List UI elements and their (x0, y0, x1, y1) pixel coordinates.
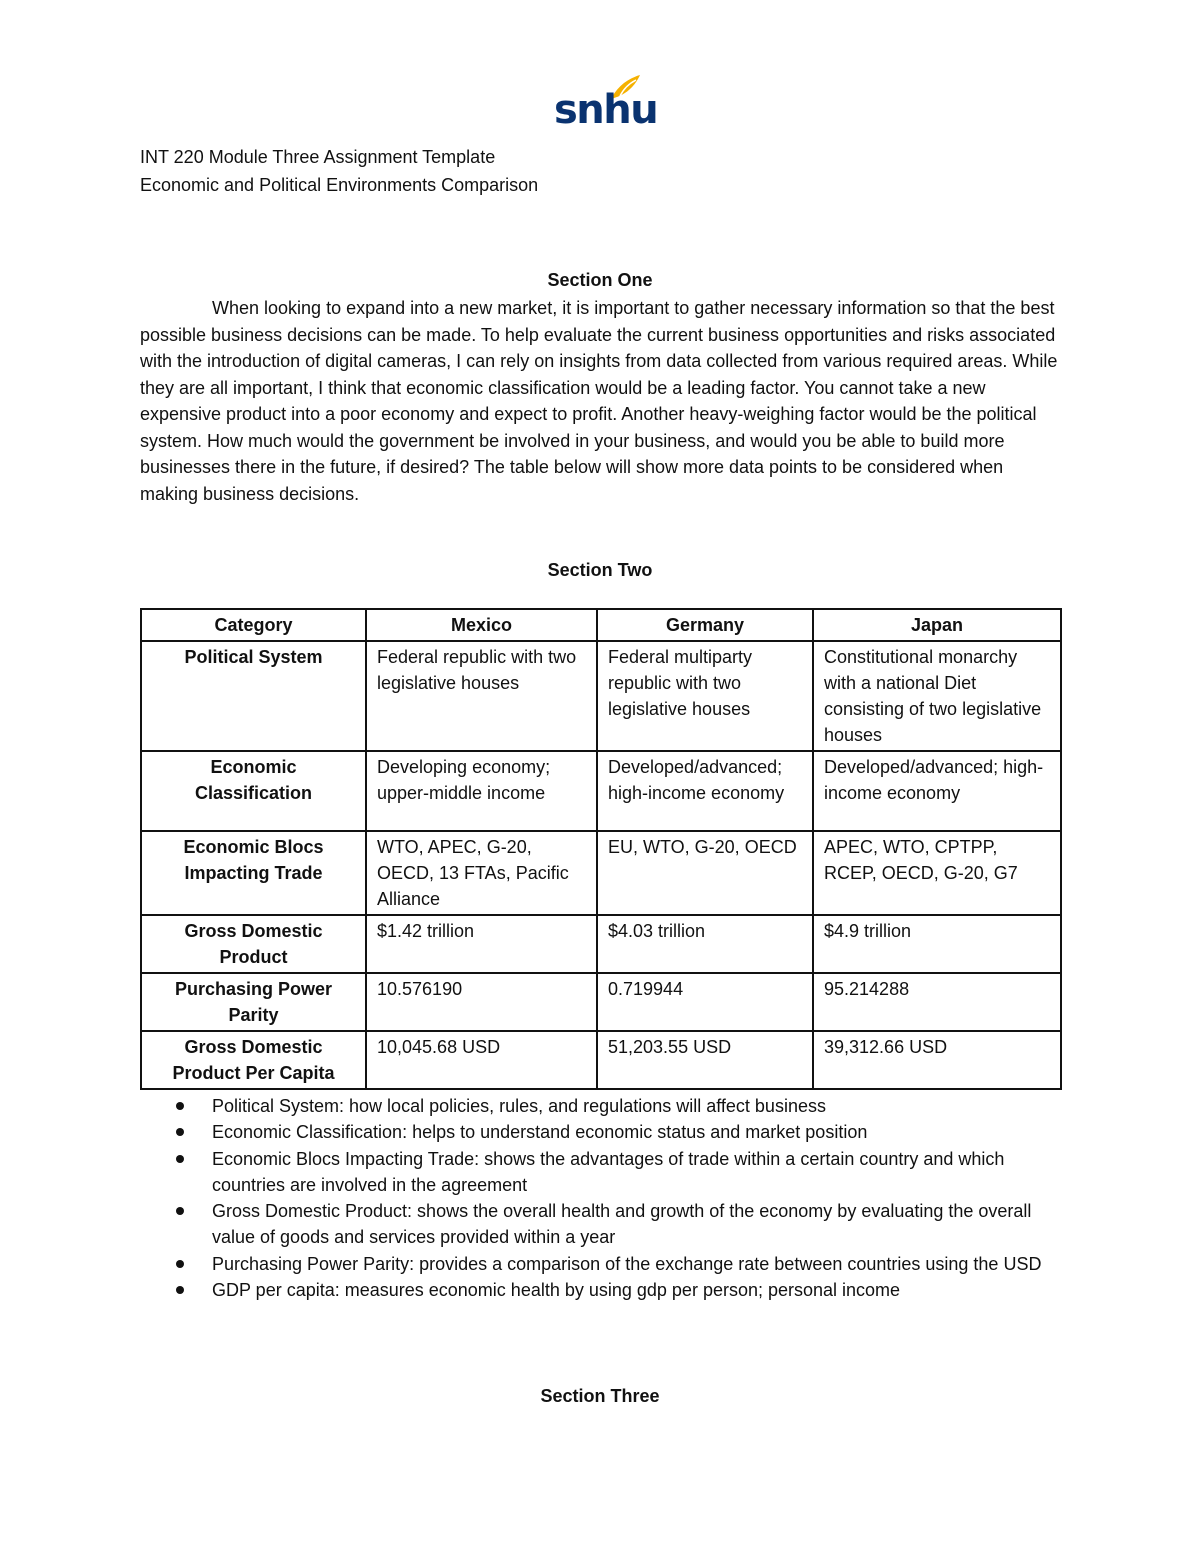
list-item (170, 1119, 1060, 1145)
table-row (141, 973, 1061, 1031)
list-item-text: Economic Classification: helps to understand economic status and market position (212, 1122, 868, 1143)
bullet-icon (176, 1155, 184, 1163)
cell-japan: 39,312.66 USD (813, 1031, 1061, 1089)
section-one-paragraph: When looking to expand into a new market, it is important to gather necessary information so that the best possible business decisions can be made. To help evaluate the current business opportunities and risks associated with the introduction of digital cameras, I can rely on insights from data collected from various required areas. While they are all important, I think that economic classification would be a leading factor. You cannot take a new expensive product into a poor economy and expect to profit. Another heavy-weighing factor would be the political system. How much would the government be involved in your business, and would you be able to build more businesses there in the future, if desired? The table below will show more data points to be considered when making business decisions. (140, 298, 1058, 504)
row-category: Gross Domestic Product Per Capita (141, 1031, 366, 1089)
bullet-icon (176, 1102, 184, 1110)
list-item-text: GDP per capita: measures economic health by using gdp per person; personal income (212, 1280, 901, 1301)
cell-japan: Developed/advanced; high-income economy (813, 751, 1061, 831)
table-header-row (141, 609, 1061, 641)
header-japan: Japan (813, 609, 1061, 641)
cell-germany: $4.03 trillion (597, 915, 813, 973)
header-germany: Germany (597, 609, 813, 641)
list-item (170, 1093, 1060, 1119)
list-item (170, 1146, 1060, 1199)
list-item-text: Gross Domestic Product: shows the overall health and growth of the economy by evaluating the overall value of goods and services provided within a year (212, 1201, 1032, 1248)
row-category: Gross Domestic Product (141, 915, 366, 973)
cell-japan: APEC, WTO, CPTPP, RCEP, OECD, G-20, G7 (813, 831, 1061, 915)
section-two-title: Section Two (547, 560, 653, 580)
cell-mexico: WTO, APEC, G-20, OECD, 13 FTAs, Pacific Alliance (366, 831, 597, 915)
table-row (141, 831, 1061, 915)
assignment-title: Economic and Political Environments Comparison (140, 175, 539, 195)
table-row (141, 1031, 1061, 1089)
bullet-icon (176, 1260, 184, 1268)
row-category: Purchasing Power Parity (141, 973, 366, 1031)
table-row (141, 751, 1061, 831)
cell-germany: EU, WTO, G-20, OECD (597, 831, 813, 915)
cell-mexico: Developing economy; upper-middle income (366, 751, 597, 831)
list-item-text: Political System: how local policies, rules, and regulations will affect business (212, 1096, 826, 1116)
cell-japan: 95.214288 (813, 973, 1061, 1031)
section-one-title: Section One (547, 270, 653, 290)
document-header (140, 143, 538, 199)
list-item (170, 1277, 1060, 1303)
cell-japan: $4.9 trillion (813, 915, 1061, 973)
cell-germany: 51,203.55 USD (597, 1031, 813, 1089)
cell-japan: Constitutional monarchy with a national Diet consisting of two legislative houses (813, 641, 1061, 751)
bullet-icon (176, 1128, 184, 1136)
header-mexico: Mexico (366, 609, 597, 641)
list-item (170, 1198, 1060, 1251)
logo-wordmark: snhu (554, 87, 658, 133)
table-row (141, 915, 1061, 973)
cell-germany: Federal multiparty republic with two legislative houses (597, 641, 813, 751)
cell-germany: 0.719944 (597, 973, 813, 1031)
cell-germany: Developed/advanced; high-income economy (597, 751, 813, 831)
cell-mexico: Federal republic with two legislative houses (366, 641, 597, 751)
snhu-logo (554, 74, 658, 134)
row-category: Economic Blocs Impacting Trade (141, 831, 366, 915)
cell-mexico: 10.576190 (366, 973, 597, 1031)
bullet-icon (176, 1207, 184, 1215)
comparison-table (140, 608, 1062, 1090)
header-category: Category (141, 609, 366, 641)
definitions-list (170, 1093, 1060, 1303)
cell-mexico: $1.42 trillion (366, 915, 597, 973)
list-item-text: Economic Blocs Impacting Trade: shows the advantages of trade within a certain country and which countries are involved in the agreement (212, 1148, 1005, 1195)
table-row (141, 641, 1061, 751)
bullet-icon (176, 1286, 184, 1294)
row-category: Economic Classification (141, 751, 366, 831)
cell-mexico: 10,045.68 USD (366, 1031, 597, 1089)
course-title: INT 220 Module Three Assignment Template (140, 147, 496, 167)
row-category: Political System (141, 641, 366, 751)
section-three-title: Section Three (540, 1386, 660, 1406)
list-item-text: Purchasing Power Parity: provides a comparison of the exchange rate between countries using the USD (212, 1253, 1042, 1274)
list-item (170, 1251, 1060, 1277)
